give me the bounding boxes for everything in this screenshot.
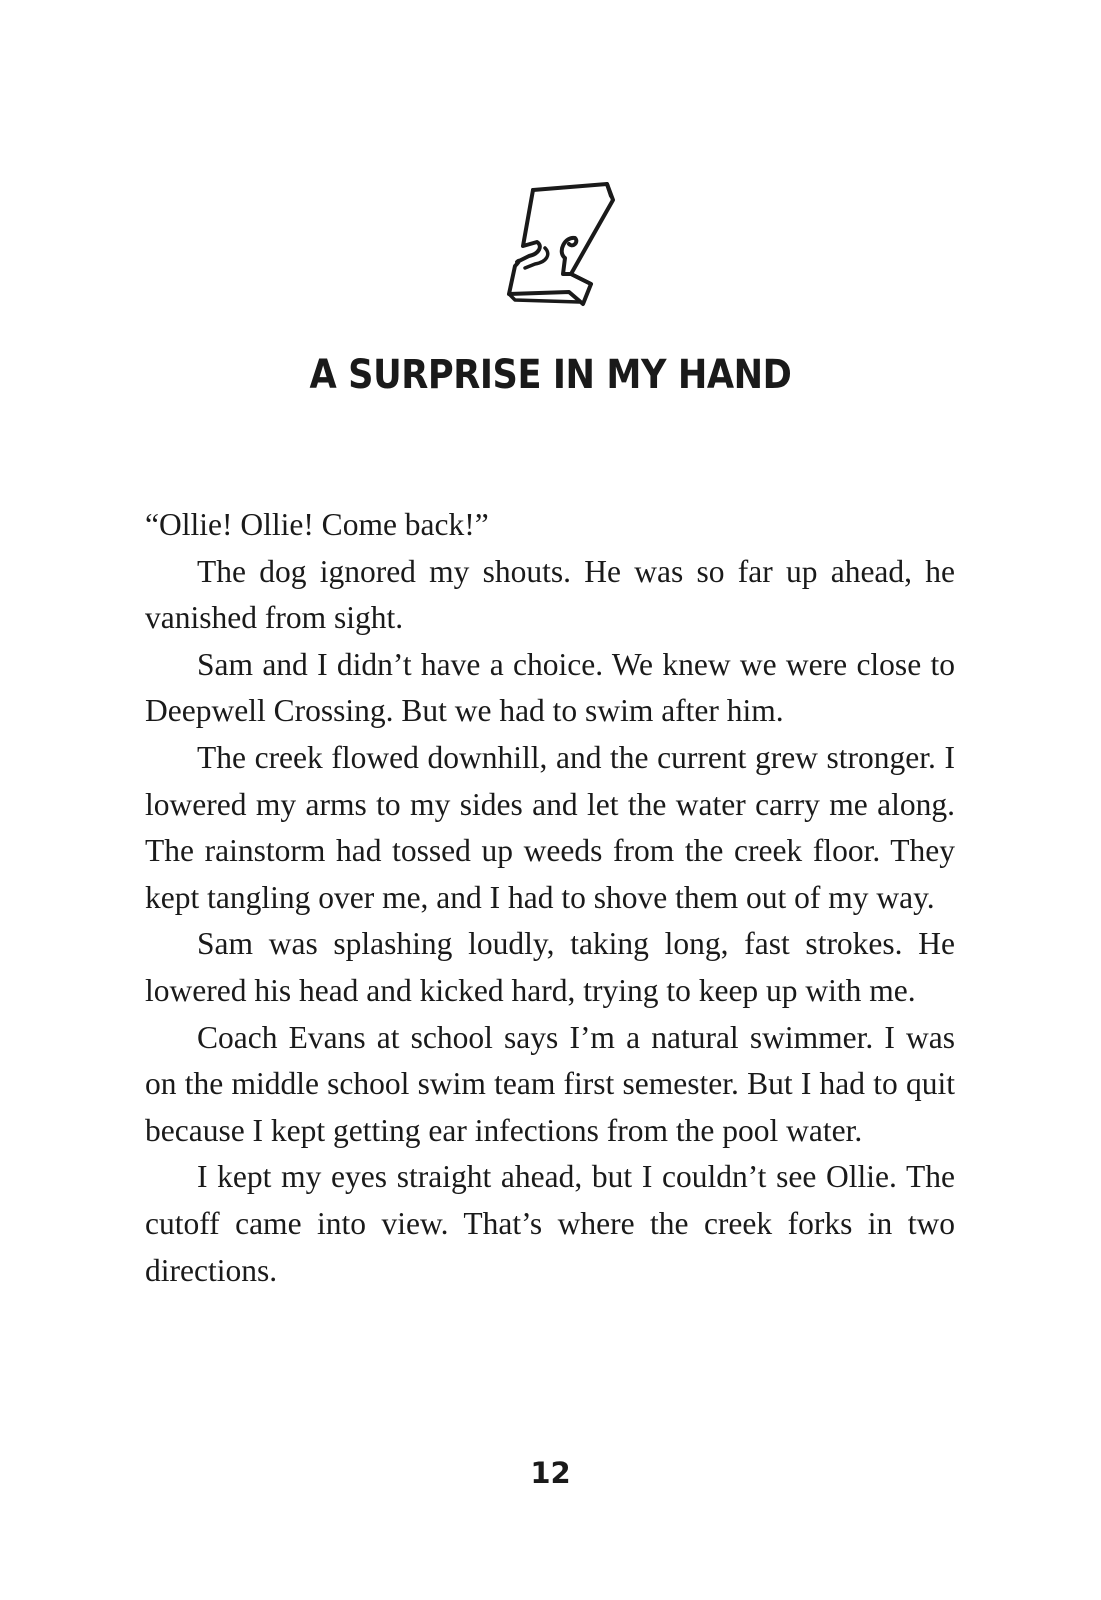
- paragraph: Sam was splashing loudly, taking long, fast strokes. He lowered his head and kicked hard, trying to keep up with me.: [145, 926, 955, 1008]
- paragraph: The dog ignored my shouts. He was so far up ahead, he vanished from sight.: [145, 553, 955, 636]
- chapter-body: [145, 502, 955, 1294]
- paragraph: “Ollie! Ollie! Come back!”: [145, 507, 489, 542]
- paragraph: I kept my eyes straight ahead, but I couldn’t see Ollie. The cutoff came into view. That’s where the creek forks in two directions.: [145, 1159, 955, 1288]
- paragraph: Coach Evans at school says I’m a natural swimmer. I was on the middle school swim team first semester. But I had to quit because I kept getting ear infections from the pool water.: [145, 1019, 955, 1148]
- page-number: 12: [530, 1456, 571, 1490]
- paragraph: The creek flowed downhill, and the current grew stronger. I lowered my arms to my sides and let the water carry me along. The rainstorm had tossed up weeds from the creek floor. They kept tangling over me, and I had to shove them out of my way.: [145, 739, 955, 915]
- chapter-title: A SURPRISE IN MY HAND: [309, 352, 792, 398]
- chapter-numeral-icon: [495, 182, 635, 322]
- paragraph: Sam and I didn’t have a choice. We knew we were close to Deepwell Crossing. But we had to swim after him.: [145, 646, 955, 729]
